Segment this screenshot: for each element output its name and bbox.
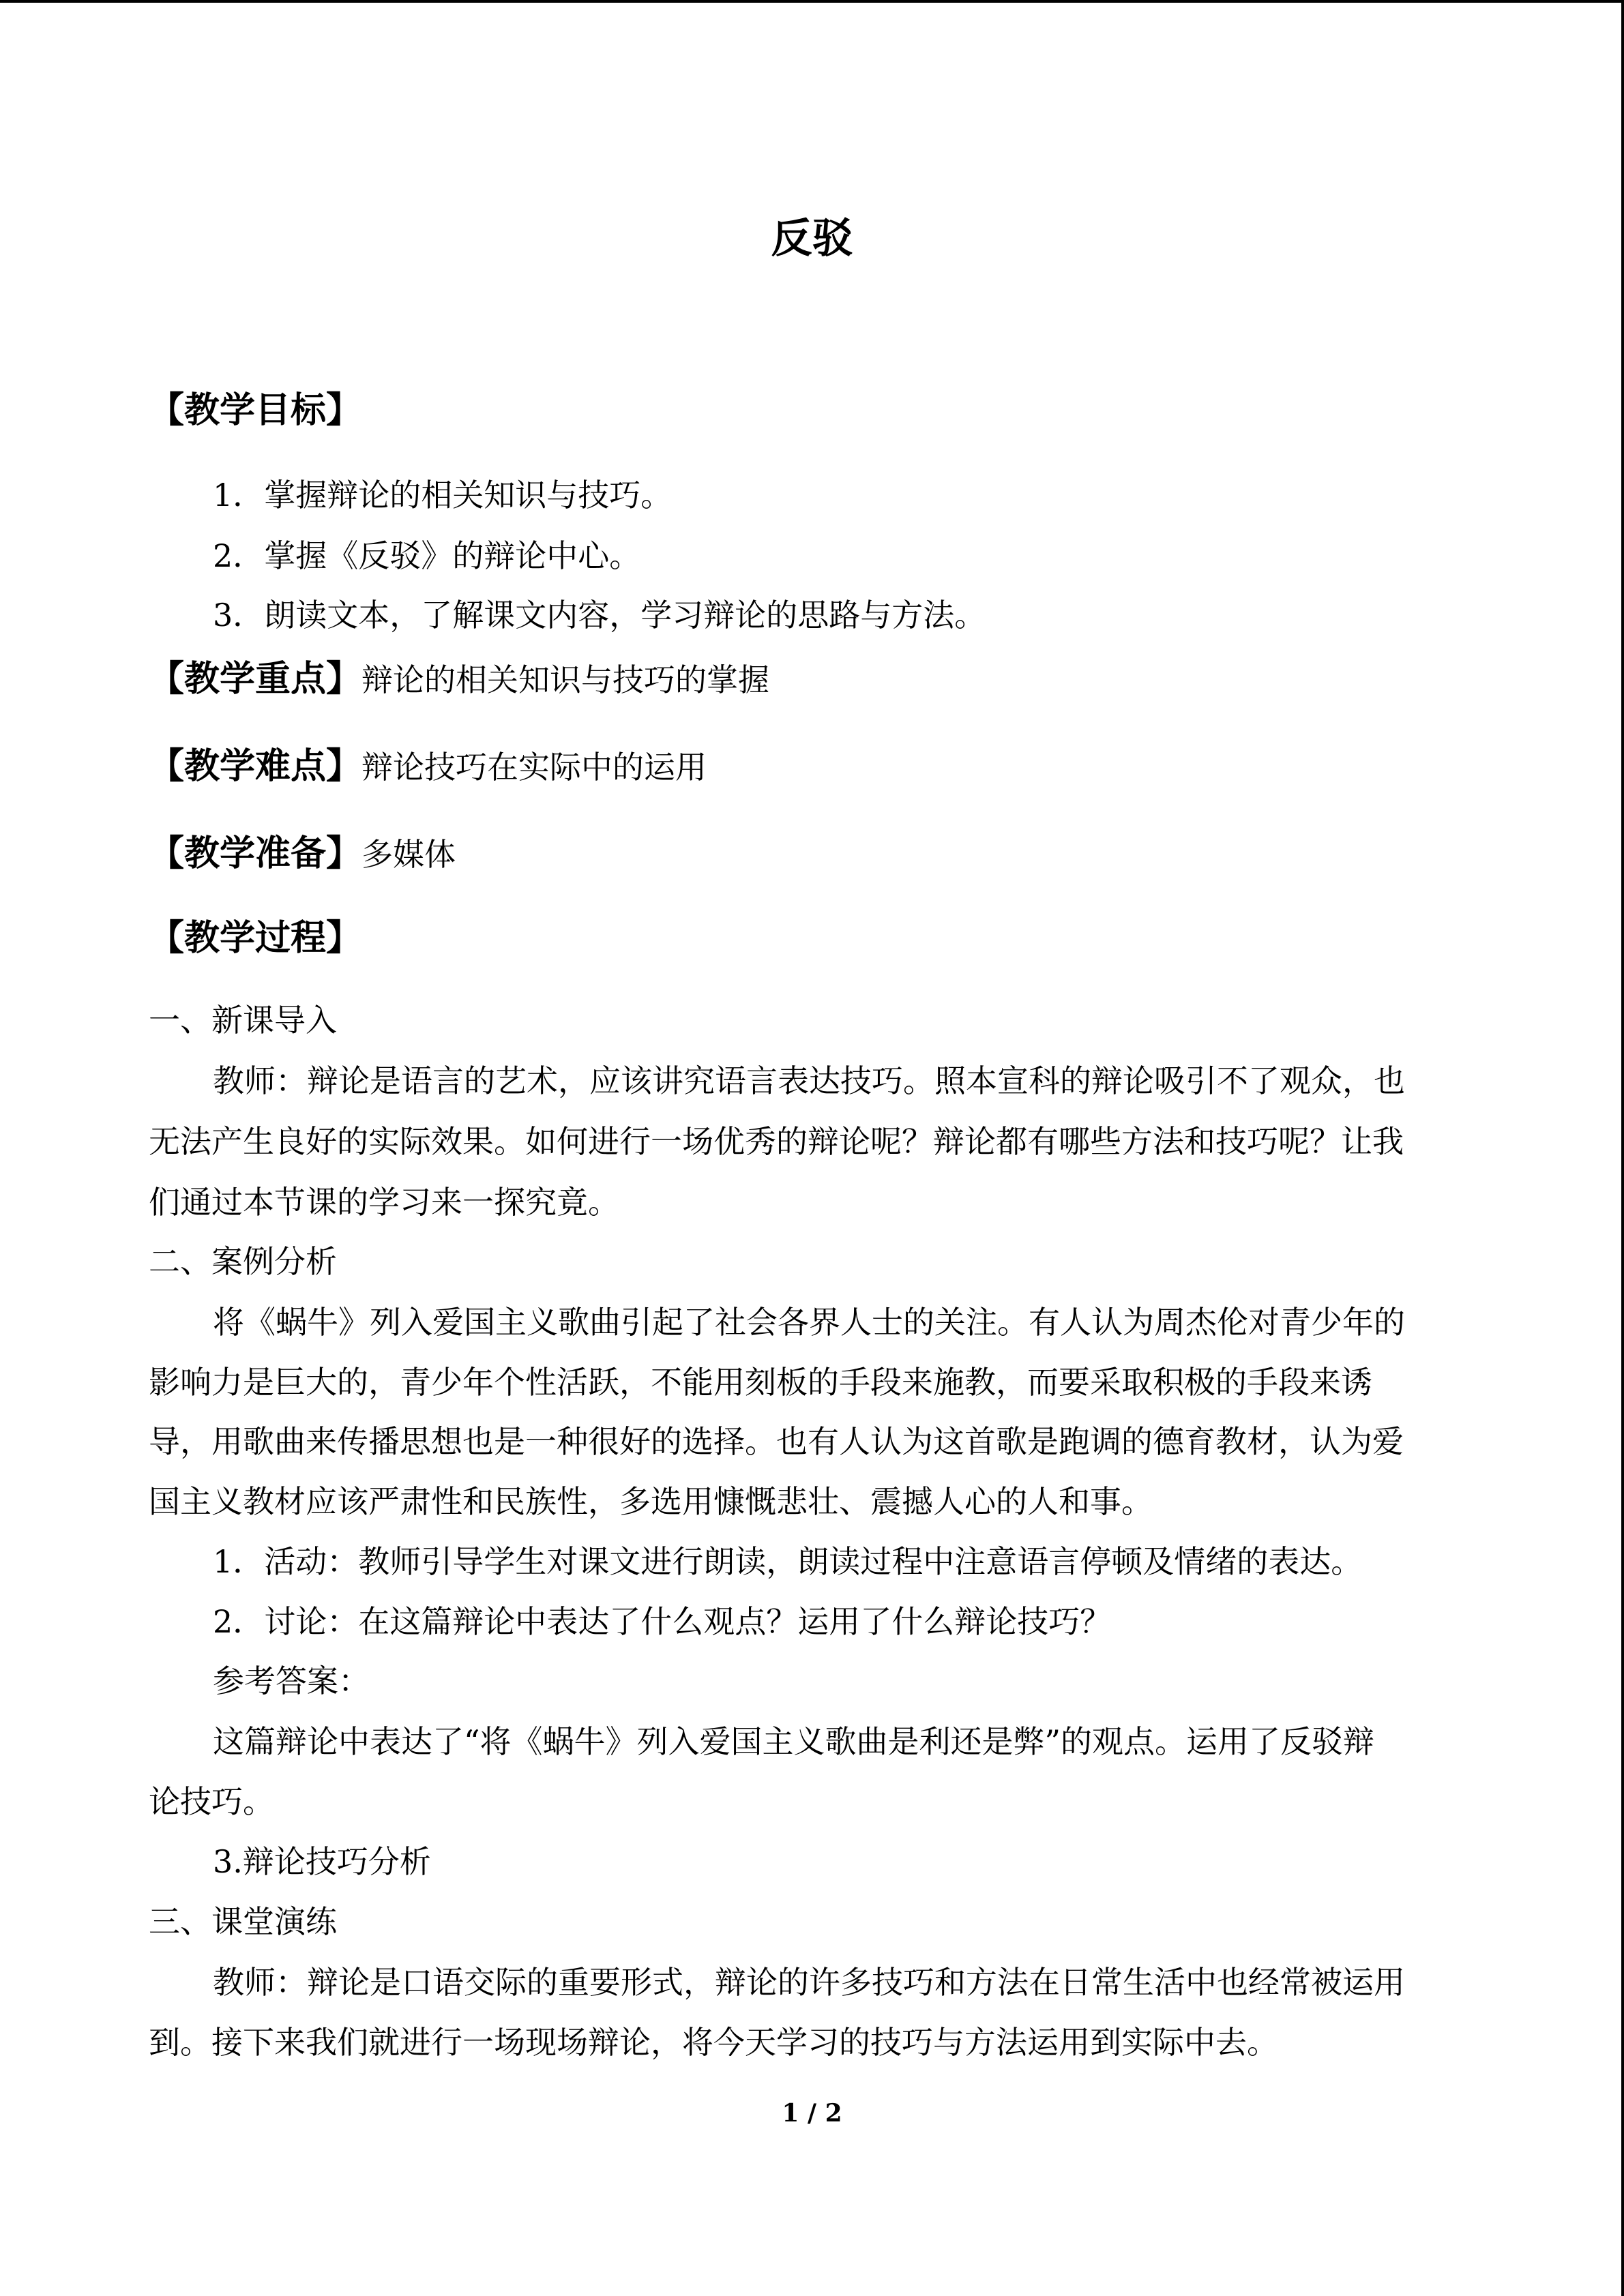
answer-line-2: 论技巧。: [149, 1783, 274, 1820]
part2-line-1: 将《蜗牛》列入爱国主义歌曲引起了社会各界人士的关注。有人认为周杰伦对青少年的: [213, 1304, 1405, 1341]
part1-line-1: 教师：辩论是语言的艺术，应该讲究语言表达技巧。照本宣科的辩论吸引不了观众，也: [213, 1062, 1405, 1099]
activity-item: 1．活动：教师引导学生对课文进行朗读，朗读过程中注意语言停顿及情绪的表达。: [213, 1543, 1363, 1580]
part3-line-2: 到。接下来我们就进行一场现场辩论，将今天学习的技巧与方法运用到实际中去。: [149, 2024, 1278, 2061]
preparation-row: [149, 833, 456, 875]
part3-title: 三、课堂演练: [149, 1903, 337, 1940]
part1-title: 一、新课导入: [149, 1002, 337, 1039]
part1-line-2: 无法产生良好的实际效果。如何进行一场优秀的辩论呢？辩论都有哪些方法和技巧呢？让我: [149, 1123, 1404, 1160]
analysis-item: 3.辩论技巧分析: [213, 1843, 431, 1880]
top-border: [0, 0, 1624, 3]
heading-teaching-process: 【教学过程】: [149, 918, 362, 959]
page-number: 1 / 2: [782, 2099, 842, 2128]
key-points-row: [149, 659, 769, 700]
part2-title: 二、案例分析: [149, 1243, 337, 1280]
key-points-text: 辩论的相关知识与技巧的掌握: [361, 661, 770, 698]
part2-line-3: 导，用歌曲来传播思想也是一种很好的选择。也有人认为这首歌是跑调的德育教材，认为爱: [149, 1423, 1404, 1460]
part2-line-4: 国主义教材应该严肃性和民族性，多选用慷慨悲壮、震撼人心的人和事。: [149, 1483, 1153, 1520]
part3-line-1: 教师：辩论是口语交际的重要形式，辩论的许多技巧和方法在日常生活中也经常被运用: [213, 1964, 1405, 2001]
heading-teaching-goals: 【教学目标】: [149, 390, 362, 431]
goal-item-3: 3．朗读文本，了解课文内容，学习辩论的思路与方法。: [213, 597, 986, 633]
heading-difficulty: 【教学难点】: [149, 746, 362, 787]
answer-line-1: 这篇辩论中表达了“将《蜗牛》列入爱国主义歌曲是利还是弊”的观点。运用了反驳辩: [213, 1723, 1375, 1760]
part1-line-3: 们通过本节课的学习来一探究竟。: [149, 1184, 619, 1221]
heading-preparation: 【教学准备】: [149, 833, 362, 874]
page-title: 反驳: [771, 215, 853, 263]
difficulty-row: [149, 746, 707, 788]
answer-label: 参考答案：: [213, 1663, 370, 1699]
difficulty-text: 辩论技巧在实际中的运用: [361, 749, 707, 786]
goal-item-2: 2．掌握《反驳》的辩论中心。: [213, 537, 641, 574]
right-border: [1621, 0, 1624, 2296]
goal-item-1: 1．掌握辩论的相关知识与技巧。: [213, 477, 673, 513]
part2-line-2: 影响力是巨大的，青少年个性活跃，不能用刻板的手段来施教，而要采取积极的手段来诱: [149, 1364, 1372, 1401]
discussion-item: 2．讨论：在这篇辩论中表达了什么观点？运用了什么辩论技巧？: [213, 1603, 1112, 1640]
preparation-text: 多媒体: [361, 836, 456, 873]
heading-key-points: 【教学重点】: [149, 659, 362, 700]
